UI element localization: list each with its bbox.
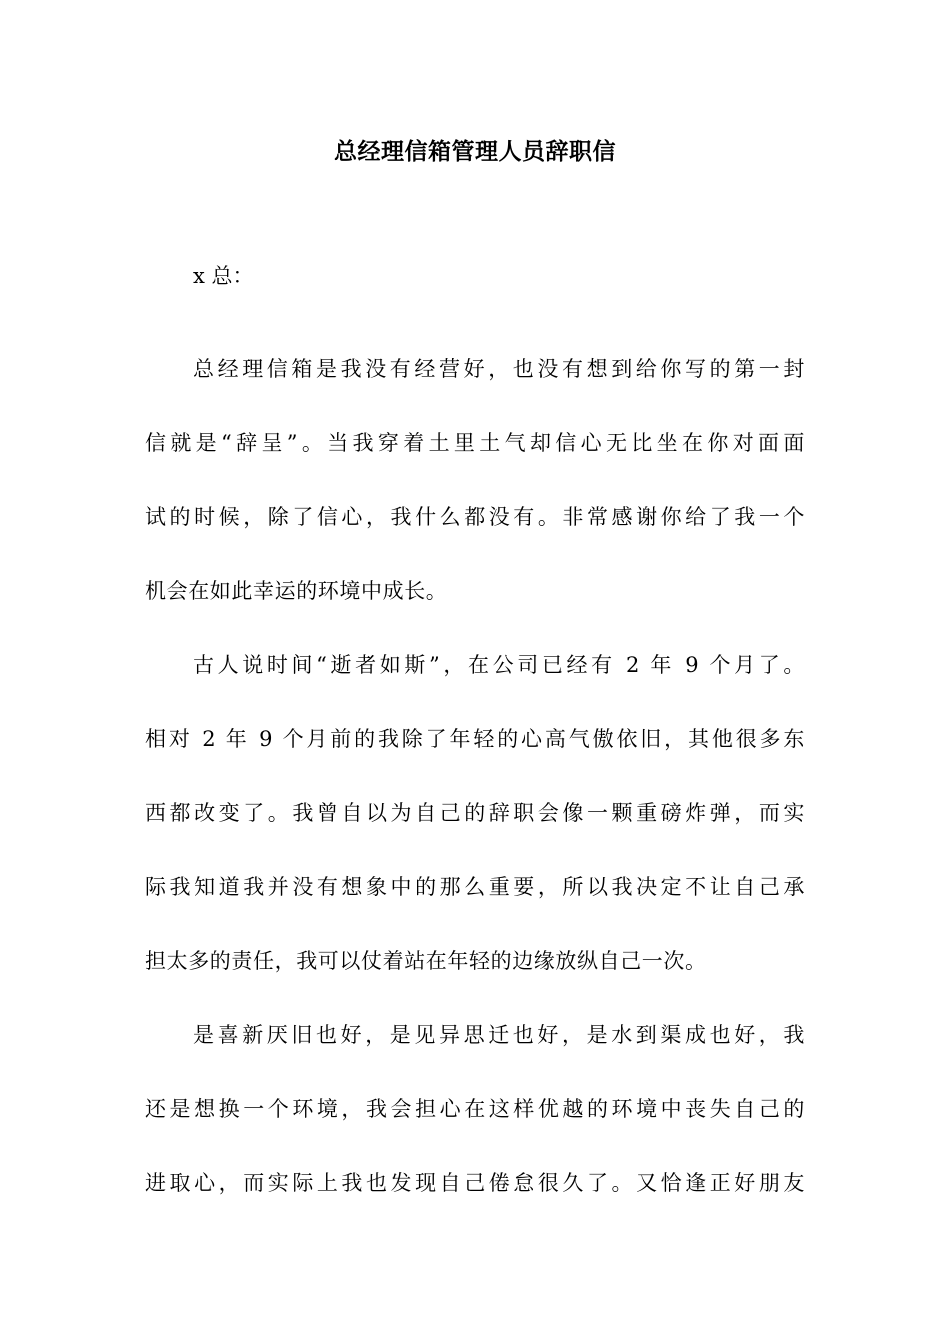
text-line: 是喜新厌旧也好，是见异思迁也好，是水到渠成也好，我 (193, 1023, 805, 1047)
paragraph-1 (145, 332, 805, 628)
text-line: 总经理信箱是我没有经营好，也没有想到给你写的第一封 (193, 357, 805, 381)
letter-body (145, 332, 805, 1220)
salutation: x 总： (193, 264, 254, 288)
text-line: 古人说时间“逝者如斯”，在公司已经有 2 年 9 个月了。 (193, 653, 805, 677)
text-line: 试的时候，除了信心，我什么都没有。非常感谢你给了我一个 (145, 505, 805, 529)
text-line: 担太多的责任，我可以仗着站在年轻的边缘放纵自己一次。 (145, 949, 707, 973)
text-line: 信就是“辞呈”。当我穿着土里土气却信心无比坐在你对面面 (145, 431, 805, 455)
text-line: 相对 2 年 9 个月前的我除了年轻的心高气傲依旧，其他很多东 (145, 727, 805, 751)
text-line: 际我知道我并没有想象中的那么重要，所以我决定不让自己承 (145, 875, 805, 899)
text-line: 还是想换一个环境，我会担心在这样优越的环境中丧失自己的 (145, 1097, 805, 1121)
text-line: 西都改变了。我曾自以为自己的辞职会像一颗重磅炸弹，而实 (145, 801, 805, 825)
paragraph-2 (145, 628, 805, 998)
text-line: 进取心，而实际上我也发现自己倦怠很久了。又恰逢正好朋友 (145, 1171, 805, 1195)
text-line: 机会在如此幸运的环境中成长。 (145, 579, 448, 603)
page-title: 总经理信箱管理人员辞职信 (334, 139, 616, 165)
paragraph-3 (145, 998, 805, 1220)
